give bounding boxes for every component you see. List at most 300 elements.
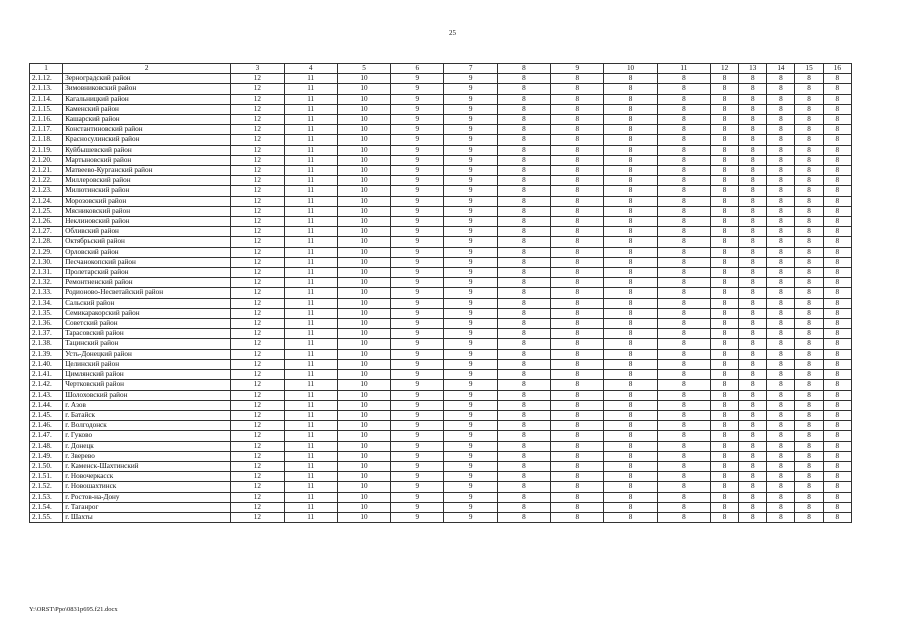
value-cell: 8 — [795, 104, 823, 114]
value-cell: 8 — [551, 125, 604, 135]
value-cell: 10 — [337, 492, 390, 502]
value-cell: 8 — [823, 186, 851, 196]
value-cell: 9 — [444, 135, 497, 145]
table-row — [30, 502, 852, 512]
value-cell: 10 — [337, 472, 390, 482]
value-cell: 8 — [767, 482, 795, 492]
value-cell: 8 — [657, 217, 710, 227]
value-cell: 8 — [711, 217, 739, 227]
value-cell: 8 — [739, 94, 767, 104]
value-cell: 8 — [739, 206, 767, 216]
column-number-cell: 4 — [284, 64, 337, 74]
value-cell: 10 — [337, 370, 390, 380]
value-cell: 8 — [739, 359, 767, 369]
value-cell: 11 — [284, 84, 337, 94]
table-row — [30, 349, 852, 359]
value-cell: 12 — [231, 186, 284, 196]
value-cell: 8 — [739, 431, 767, 441]
value-cell: 9 — [391, 115, 444, 125]
value-cell: 12 — [231, 431, 284, 441]
row-code-cell: 2.1.36. — [30, 319, 63, 329]
value-cell: 8 — [823, 349, 851, 359]
value-cell: 12 — [231, 502, 284, 512]
table-header-row — [30, 64, 852, 74]
value-cell: 8 — [657, 94, 710, 104]
row-name-cell: г. Новошахтинск — [63, 482, 231, 492]
value-cell: 8 — [795, 288, 823, 298]
table-row — [30, 492, 852, 502]
value-cell: 9 — [444, 278, 497, 288]
value-cell: 9 — [391, 268, 444, 278]
value-cell: 8 — [604, 166, 657, 176]
row-code-cell: 2.1.12. — [30, 74, 63, 84]
value-cell: 8 — [604, 196, 657, 206]
value-cell: 9 — [444, 512, 497, 522]
value-cell: 8 — [551, 104, 604, 114]
value-cell: 8 — [551, 400, 604, 410]
row-code-cell: 2.1.35. — [30, 308, 63, 318]
value-cell: 8 — [767, 155, 795, 165]
value-cell: 9 — [391, 227, 444, 237]
table-row — [30, 186, 852, 196]
value-cell: 8 — [657, 135, 710, 145]
value-cell: 8 — [551, 410, 604, 420]
value-cell: 8 — [497, 482, 550, 492]
value-cell: 11 — [284, 247, 337, 257]
value-cell: 8 — [604, 84, 657, 94]
value-cell: 9 — [391, 257, 444, 267]
value-cell: 8 — [739, 186, 767, 196]
value-cell: 12 — [231, 359, 284, 369]
value-cell: 9 — [391, 319, 444, 329]
value-cell: 9 — [391, 74, 444, 84]
row-code-cell: 2.1.50. — [30, 461, 63, 471]
row-code-cell: 2.1.41. — [30, 370, 63, 380]
value-cell: 9 — [391, 349, 444, 359]
row-name-cell: Каменский район — [63, 104, 231, 114]
value-cell: 8 — [711, 421, 739, 431]
value-cell: 8 — [551, 94, 604, 104]
table-row — [30, 74, 852, 84]
value-cell: 9 — [391, 155, 444, 165]
value-cell: 8 — [711, 145, 739, 155]
value-cell: 8 — [767, 298, 795, 308]
value-cell: 8 — [657, 421, 710, 431]
table-row — [30, 329, 852, 339]
value-cell: 8 — [711, 472, 739, 482]
value-cell: 11 — [284, 370, 337, 380]
table-row — [30, 410, 852, 420]
value-cell: 11 — [284, 359, 337, 369]
row-code-cell: 2.1.31. — [30, 268, 63, 278]
value-cell: 10 — [337, 74, 390, 84]
value-cell: 10 — [337, 84, 390, 94]
row-name-cell: Песчанокопский район — [63, 257, 231, 267]
value-cell: 8 — [767, 247, 795, 257]
value-cell: 8 — [823, 451, 851, 461]
value-cell: 8 — [711, 115, 739, 125]
row-name-cell: г. Азов — [63, 400, 231, 410]
value-cell: 9 — [444, 482, 497, 492]
value-cell: 8 — [767, 390, 795, 400]
value-cell: 12 — [231, 217, 284, 227]
value-cell: 8 — [711, 370, 739, 380]
value-cell: 10 — [337, 104, 390, 114]
value-cell: 8 — [795, 472, 823, 482]
value-cell: 9 — [391, 125, 444, 135]
value-cell: 8 — [657, 227, 710, 237]
value-cell: 9 — [391, 410, 444, 420]
table-row — [30, 94, 852, 104]
column-number-cell: 16 — [823, 64, 851, 74]
value-cell: 9 — [444, 308, 497, 318]
value-cell: 8 — [551, 186, 604, 196]
value-cell: 8 — [497, 155, 550, 165]
value-cell: 9 — [444, 370, 497, 380]
value-cell: 8 — [604, 257, 657, 267]
value-cell: 11 — [284, 482, 337, 492]
value-cell: 8 — [604, 461, 657, 471]
value-cell: 8 — [497, 308, 550, 318]
value-cell: 9 — [391, 135, 444, 145]
value-cell: 10 — [337, 247, 390, 257]
value-cell: 11 — [284, 135, 337, 145]
value-cell: 12 — [231, 268, 284, 278]
value-cell: 8 — [767, 502, 795, 512]
value-cell: 10 — [337, 196, 390, 206]
value-cell: 8 — [551, 257, 604, 267]
value-cell: 8 — [657, 308, 710, 318]
value-cell: 12 — [231, 492, 284, 502]
value-cell: 11 — [284, 176, 337, 186]
row-name-cell: Тарасовский район — [63, 329, 231, 339]
row-name-cell: Зерноградский район — [63, 74, 231, 84]
value-cell: 8 — [767, 380, 795, 390]
value-cell: 12 — [231, 441, 284, 451]
table-row — [30, 84, 852, 94]
value-cell: 8 — [823, 257, 851, 267]
value-cell: 10 — [337, 400, 390, 410]
value-cell: 8 — [823, 308, 851, 318]
row-code-cell: 2.1.43. — [30, 390, 63, 400]
page-number: 25 — [449, 29, 456, 37]
value-cell: 8 — [657, 380, 710, 390]
table-body — [30, 64, 852, 523]
row-name-cell: г. Волгодонск — [63, 421, 231, 431]
value-cell: 11 — [284, 217, 337, 227]
value-cell: 8 — [739, 441, 767, 451]
value-cell: 8 — [551, 74, 604, 84]
value-cell: 8 — [551, 492, 604, 502]
row-code-cell: 2.1.39. — [30, 349, 63, 359]
value-cell: 8 — [497, 512, 550, 522]
row-name-cell: Тацинский район — [63, 339, 231, 349]
value-cell: 8 — [497, 329, 550, 339]
value-cell: 8 — [551, 329, 604, 339]
value-cell: 11 — [284, 441, 337, 451]
value-cell: 8 — [497, 268, 550, 278]
table-row — [30, 176, 852, 186]
value-cell: 10 — [337, 512, 390, 522]
row-name-cell: Усть-Донецкий район — [63, 349, 231, 359]
value-cell: 8 — [711, 308, 739, 318]
row-name-cell: Пролетарский район — [63, 268, 231, 278]
value-cell: 10 — [337, 166, 390, 176]
column-number-cell: 7 — [444, 64, 497, 74]
value-cell: 12 — [231, 206, 284, 216]
value-cell: 10 — [337, 206, 390, 216]
value-cell: 10 — [337, 94, 390, 104]
table-row — [30, 125, 852, 135]
value-cell: 8 — [551, 206, 604, 216]
value-cell: 8 — [795, 492, 823, 502]
value-cell: 8 — [823, 176, 851, 186]
value-cell: 8 — [604, 237, 657, 247]
value-cell: 9 — [444, 217, 497, 227]
value-cell: 8 — [604, 482, 657, 492]
value-cell: 8 — [604, 441, 657, 451]
value-cell: 10 — [337, 441, 390, 451]
row-code-cell: 2.1.13. — [30, 84, 63, 94]
value-cell: 8 — [657, 359, 710, 369]
value-cell: 9 — [444, 125, 497, 135]
value-cell: 8 — [551, 155, 604, 165]
value-cell: 11 — [284, 451, 337, 461]
value-cell: 10 — [337, 257, 390, 267]
value-cell: 9 — [391, 196, 444, 206]
table-row — [30, 288, 852, 298]
value-cell: 8 — [604, 288, 657, 298]
value-cell: 8 — [657, 349, 710, 359]
value-cell: 8 — [739, 502, 767, 512]
table-row — [30, 472, 852, 482]
value-cell: 8 — [604, 512, 657, 522]
row-name-cell: Советский район — [63, 319, 231, 329]
row-name-cell: Чертковский район — [63, 380, 231, 390]
row-code-cell: 2.1.29. — [30, 247, 63, 257]
value-cell: 8 — [739, 380, 767, 390]
value-cell: 8 — [604, 431, 657, 441]
value-cell: 12 — [231, 115, 284, 125]
value-cell: 9 — [444, 319, 497, 329]
value-cell: 11 — [284, 227, 337, 237]
value-cell: 10 — [337, 115, 390, 125]
row-name-cell: Неклиновский район — [63, 217, 231, 227]
value-cell: 8 — [551, 268, 604, 278]
value-cell: 8 — [497, 339, 550, 349]
value-cell: 9 — [444, 84, 497, 94]
value-cell: 12 — [231, 74, 284, 84]
value-cell: 12 — [231, 329, 284, 339]
value-cell: 8 — [823, 441, 851, 451]
value-cell: 8 — [604, 421, 657, 431]
value-cell: 9 — [444, 155, 497, 165]
row-name-cell: г. Зверево — [63, 451, 231, 461]
row-name-cell: г. Каменск-Шахтинский — [63, 461, 231, 471]
value-cell: 10 — [337, 502, 390, 512]
value-cell: 10 — [337, 421, 390, 431]
value-cell: 8 — [767, 431, 795, 441]
value-cell: 8 — [767, 308, 795, 318]
value-cell: 10 — [337, 380, 390, 390]
value-cell: 8 — [497, 247, 550, 257]
value-cell: 8 — [551, 237, 604, 247]
table-row — [30, 278, 852, 288]
value-cell: 8 — [795, 196, 823, 206]
value-cell: 8 — [497, 400, 550, 410]
value-cell: 8 — [767, 268, 795, 278]
value-cell: 8 — [551, 166, 604, 176]
value-cell: 10 — [337, 145, 390, 155]
value-cell: 8 — [823, 145, 851, 155]
value-cell: 9 — [391, 421, 444, 431]
value-cell: 8 — [795, 308, 823, 318]
value-cell: 9 — [391, 217, 444, 227]
value-cell: 8 — [657, 155, 710, 165]
value-cell: 8 — [497, 186, 550, 196]
table-row — [30, 115, 852, 125]
value-cell: 12 — [231, 247, 284, 257]
value-cell: 8 — [497, 166, 550, 176]
value-cell: 8 — [711, 441, 739, 451]
value-cell: 8 — [711, 74, 739, 84]
value-cell: 9 — [444, 237, 497, 247]
value-cell: 8 — [795, 268, 823, 278]
value-cell: 8 — [823, 400, 851, 410]
value-cell: 8 — [657, 206, 710, 216]
value-cell: 9 — [444, 227, 497, 237]
row-name-cell: Милютинский район — [63, 186, 231, 196]
value-cell: 11 — [284, 145, 337, 155]
value-cell: 8 — [823, 237, 851, 247]
value-cell: 8 — [767, 359, 795, 369]
value-cell: 8 — [767, 74, 795, 84]
row-code-cell: 2.1.40. — [30, 359, 63, 369]
value-cell: 8 — [657, 186, 710, 196]
value-cell: 9 — [444, 502, 497, 512]
value-cell: 8 — [711, 339, 739, 349]
value-cell: 8 — [795, 329, 823, 339]
value-cell: 8 — [823, 482, 851, 492]
value-cell: 8 — [795, 176, 823, 186]
value-cell: 8 — [657, 145, 710, 155]
value-cell: 8 — [657, 247, 710, 257]
value-cell: 9 — [444, 339, 497, 349]
value-cell: 8 — [739, 482, 767, 492]
value-cell: 8 — [795, 370, 823, 380]
value-cell: 11 — [284, 400, 337, 410]
value-cell: 11 — [284, 349, 337, 359]
table-row — [30, 145, 852, 155]
value-cell: 8 — [823, 227, 851, 237]
value-cell: 8 — [711, 431, 739, 441]
value-cell: 8 — [739, 84, 767, 94]
value-cell: 8 — [739, 166, 767, 176]
value-cell: 9 — [391, 176, 444, 186]
value-cell: 9 — [444, 492, 497, 502]
column-number-cell: 2 — [63, 64, 231, 74]
value-cell: 8 — [795, 145, 823, 155]
value-cell: 10 — [337, 288, 390, 298]
value-cell: 8 — [739, 370, 767, 380]
value-cell: 8 — [551, 461, 604, 471]
value-cell: 12 — [231, 257, 284, 267]
value-cell: 10 — [337, 482, 390, 492]
row-code-cell: 2.1.25. — [30, 206, 63, 216]
row-code-cell: 2.1.30. — [30, 257, 63, 267]
value-cell: 8 — [711, 288, 739, 298]
value-cell: 12 — [231, 400, 284, 410]
value-cell: 8 — [551, 512, 604, 522]
value-cell: 11 — [284, 206, 337, 216]
value-cell: 12 — [231, 288, 284, 298]
value-cell: 8 — [657, 451, 710, 461]
value-cell: 12 — [231, 196, 284, 206]
column-number-cell: 13 — [739, 64, 767, 74]
value-cell: 9 — [444, 74, 497, 84]
row-code-cell: 2.1.49. — [30, 451, 63, 461]
value-cell: 8 — [604, 319, 657, 329]
value-cell: 8 — [497, 196, 550, 206]
value-cell: 8 — [497, 145, 550, 155]
value-cell: 10 — [337, 227, 390, 237]
column-number-cell: 8 — [497, 64, 550, 74]
value-cell: 11 — [284, 94, 337, 104]
row-name-cell: Матвеево-Курганский район — [63, 166, 231, 176]
value-cell: 8 — [823, 104, 851, 114]
value-cell: 8 — [551, 380, 604, 390]
row-name-cell: г. Новочеркасск — [63, 472, 231, 482]
value-cell: 8 — [497, 359, 550, 369]
value-cell: 8 — [739, 217, 767, 227]
value-cell: 12 — [231, 410, 284, 420]
value-cell: 8 — [767, 186, 795, 196]
row-name-cell: Орловский район — [63, 247, 231, 257]
value-cell: 9 — [444, 349, 497, 359]
value-cell: 10 — [337, 217, 390, 227]
value-cell: 8 — [711, 278, 739, 288]
table-row — [30, 390, 852, 400]
value-cell: 8 — [657, 166, 710, 176]
row-name-cell: Семикаракорский район — [63, 308, 231, 318]
value-cell: 9 — [391, 288, 444, 298]
value-cell: 8 — [604, 339, 657, 349]
value-cell: 12 — [231, 94, 284, 104]
value-cell: 8 — [551, 278, 604, 288]
value-cell: 8 — [767, 288, 795, 298]
column-number-cell: 14 — [767, 64, 795, 74]
table-row — [30, 441, 852, 451]
value-cell: 8 — [497, 125, 550, 135]
column-number-cell: 3 — [231, 64, 284, 74]
value-cell: 8 — [604, 176, 657, 186]
table-row — [30, 155, 852, 165]
value-cell: 8 — [497, 370, 550, 380]
value-cell: 8 — [767, 104, 795, 114]
value-cell: 8 — [823, 359, 851, 369]
value-cell: 11 — [284, 329, 337, 339]
value-cell: 8 — [497, 84, 550, 94]
value-cell: 8 — [795, 227, 823, 237]
value-cell: 12 — [231, 390, 284, 400]
value-cell: 9 — [444, 196, 497, 206]
value-cell: 11 — [284, 502, 337, 512]
row-name-cell: г. Шахты — [63, 512, 231, 522]
value-cell: 8 — [739, 421, 767, 431]
value-cell: 11 — [284, 461, 337, 471]
value-cell: 8 — [604, 349, 657, 359]
value-cell: 8 — [767, 196, 795, 206]
